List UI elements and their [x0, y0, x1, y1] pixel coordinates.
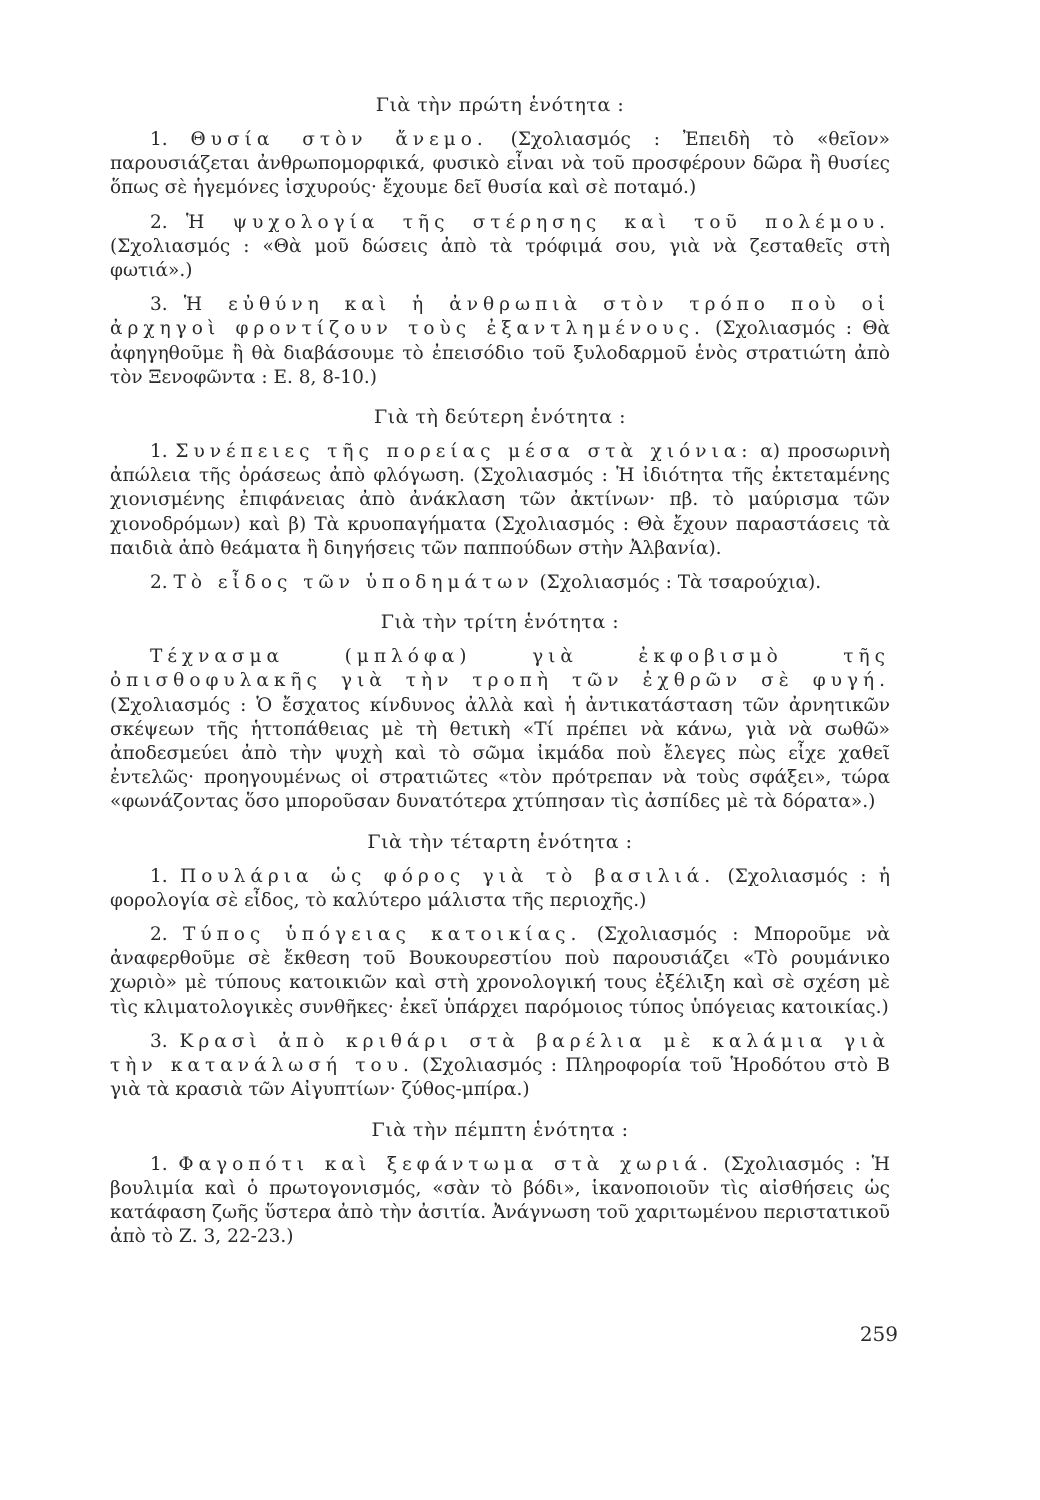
list-item [110, 293, 890, 390]
item-commentary: (Σχολιασμός : Ὁ ἔσχατος κίνδυνος ἀλλὰ καὶ ἡ ἀντικατάσταση τῶν ἀρνητικῶν σκέψεων τῆς ἡττοπάθειας μὲ τὴ θετικὴ «Τί πρέπει νὰ κάνω, γιὰ νὰ σωθῶ» ἀποδεσμεύει ἀπὸ τὴν ψυχὴ καὶ τὸ σῶμα ἰκμάδα ποὺ ἔλεγες πὼς εἶχε χαθεῖ ἐντελῶς· προηγουμένως οἱ στρατιῶτες «τὸν πρότρεπαν νὰ τοὺς σφάξει», τώρα «φωνάζοντας ὅσο μποροῦσαν δυνατότερα χτύπησαν τὶς ἀσπίδες μὲ τὰ δόρατα».) [110, 694, 890, 813]
list-item [110, 865, 890, 913]
item-topic: Τύπος ὑπόγειας κατοικίας. [182, 924, 582, 946]
item-topic: Ἡ ψυχολογία τῆς στέρησης καὶ τοῦ πολέμου. [185, 211, 890, 233]
list-item [110, 440, 890, 561]
list-item [110, 211, 890, 284]
item-commentary: (Σχολιασμός : ἡ φορολογία σὲ εἶδος, τὸ καλύτερο μάλιστα τῆς περιοχῆς.) [110, 865, 890, 911]
list-item [110, 128, 890, 201]
list-item [110, 571, 890, 595]
item-topic: Συνέπειες τῆς πορείας μέσα στὰ χιόνια: [175, 441, 753, 463]
item-topic: Τέχνασμα (μπλόφα) γιὰ ἐκφοβισμὸ τῆς ὀπισθοφυλακῆς γιὰ τὴν τροπὴ τῶν ἐχθρῶν σὲ φυγή. [110, 646, 890, 692]
item-number: 3. [150, 1030, 168, 1052]
item-commentary: (Σχολιασμός : Θὰ ἀφηγηθοῦμε ἢ θὰ διαβάσουμε τὸ ἐπεισόδιο τοῦ ξυλοδαρμοῦ ἑνὸς στρατιώτη ἀπὸ τὸν Ξενοφῶντα : Ε. 8, 8-10.) [110, 318, 890, 388]
section-heading: Γιὰ τὴν πέμπτη ἑνότητα : [371, 1118, 629, 1141]
item-commentary: (Σχολιασμός : Τὰ τσαρούχια). [533, 572, 822, 594]
item-topic: Τὸ εἶδος τῶν ὑποδημάτων [173, 572, 534, 594]
section-heading: Γιὰ τὴν τέταρτη ἑνότητα : [367, 830, 633, 853]
item-topic: Θυσία στὸν ἄνεμο. [190, 129, 488, 150]
item-number: 2. [150, 572, 168, 594]
list-item [110, 645, 890, 814]
page-body [110, 92, 890, 1249]
list-item [110, 1153, 890, 1250]
item-number: 1. [150, 129, 168, 150]
item-commentary: (Σχολιασμός : Μποροῦμε νὰ ἀναφερθοῦμε σὲ ἔκθεση τοῦ Βουκουρεστίου ποὺ παρουσιάζει «Τὸ ρουμάνικο χωριὸ» μὲ τύπους κατοικιῶν καὶ στὴ χρονολογική τους ἐξέλιξη καὶ σὲ σχέση μὲ τὶς κλιματολογικὲς συνθῆκες· ἐκεῖ ὑπάρχει παρόμοιος τύπος ὑπόγειας κατοικίας.) [110, 924, 891, 1018]
list-item [110, 1030, 890, 1103]
item-commentary: (Σχολιασμός : «Θὰ μοῦ δώσεις ἀπὸ τὰ τρόφιμά σου, γιὰ νὰ ζεσταθεῖς στὴ φωτιά».) [110, 235, 890, 282]
item-number: 2. [150, 211, 168, 233]
list-item [110, 923, 890, 1020]
item-commentary: (Σχολιασμός : Ἐπειδὴ τὸ «θεῖον» παρουσιάζεται ἀνθρωπομορφικά, φυσικὸ εἶναι νὰ τοῦ προσφέρουν δῶρα ἢ θυσίες ὅπως σὲ ἡγεμόνες ἰσχυρούς· ἔχουμε δεῖ θυσία καὶ σὲ ποταμό.) [110, 129, 890, 199]
item-number: 3. [150, 294, 168, 316]
item-number: 1. [150, 1153, 168, 1175]
item-number: 1. [150, 441, 168, 463]
item-commentary: (Σχολιασμός : Πληροφορία τοῦ Ἡροδότου στὸ Β γιὰ τὰ κρασιὰ τῶν Αἰγυπτίων· ζύθος-μπίρα.) [110, 1055, 890, 1101]
item-topic: Πουλάρια ὡς φόρος γιὰ τὸ βασιλιά. [180, 865, 716, 887]
item-topic: Φαγοπότι καὶ ξεφάντωμα στὰ χωριά. [178, 1153, 713, 1175]
item-number: 2. [150, 924, 168, 946]
section-heading: Γιὰ τὴν τρίτη ἑνότητα : [380, 611, 620, 634]
section-heading: Γιὰ τὴ δεύτερη ἑνότητα : [373, 406, 627, 429]
page-number: 259 [859, 1322, 898, 1346]
item-commentary: α) προσωρινὴ ἀπώλεια τῆς ὁράσεως ἀπὸ φλόγωση. (Σχολιασμός : Ἡ ἰδιότητα τῆς ἐκτεταμένης χιονισμένης ἐπιφάνειας ἀπὸ ἀνάκλαση τῶν ἀκτίνων· πβ. τὸ μαύρισμα τῶν χιονοδρόμων) καὶ β) Τὰ κρυοπαγήματα (Σχολιασμός : Θὰ ἔχουν παραστάσεις τὰ παιδιὰ ἀπὸ θεάματα ἢ διηγήσεις τῶν παππούδων στὴν Ἀλβανία). [110, 441, 890, 559]
item-commentary: (Σχολιασμός : Ἡ βουλιμία καὶ ὁ πρωτογονισμός, «σὰν τὸ βόδι», ἱκανοποιοῦν τὶς αἰσθήσεις ὡς κατάφαση ζωῆς ὕστερα ἀπὸ τὴν ἀσιτία. Ἀνάγνωση τοῦ χαριτωμένου περιστατικοῦ ἀπὸ τὸ Ζ. 3, 22-23.) [110, 1153, 890, 1248]
item-number: 1. [150, 865, 168, 887]
item-topic: Ἡ εὐθύνη καὶ ἡ ἀνθρωπιὰ στὸν τρόπο ποὺ οἱ ἀρχηγοὶ φροντίζουν τοὺς ἐξαντλημένους. [110, 294, 891, 340]
section-heading: Γιὰ τὴν πρώτη ἑνότητα : [375, 94, 625, 116]
item-topic: Κρασὶ ἀπὸ κριθάρι στὰ βαρέλια μὲ καλάμια γιὰ τὴν κατανάλωσή του. [110, 1030, 890, 1077]
